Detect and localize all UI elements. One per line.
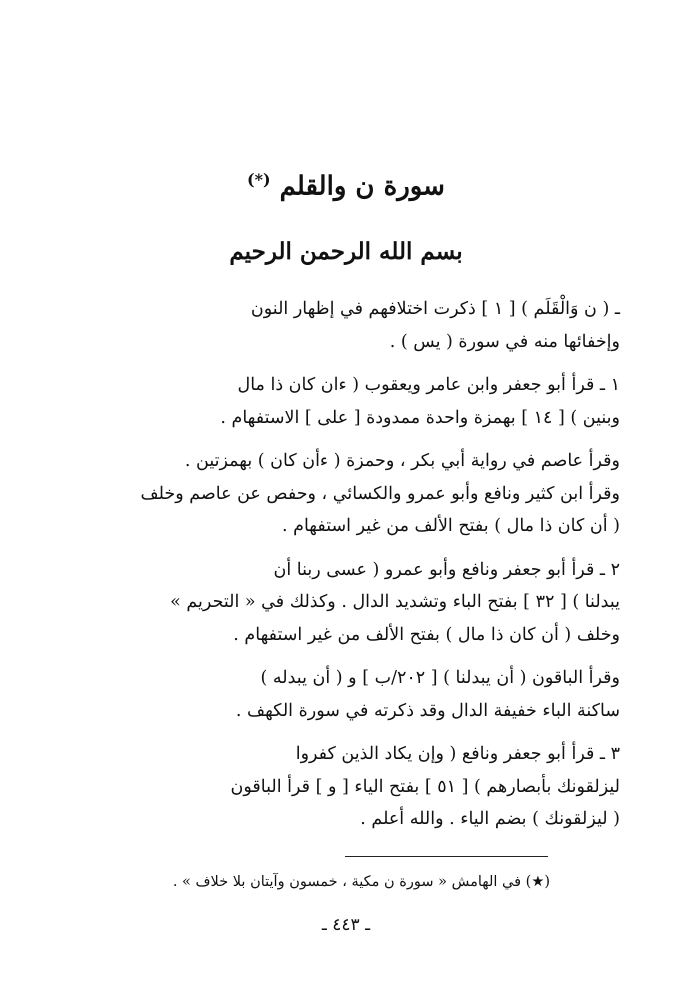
text-line: وبنين ) [ ١٤ ] بهمزة واحدة ممدودة [ على ] الاستفهام . <box>220 407 620 428</box>
paragraph-6 <box>80 738 620 836</box>
main-text <box>80 293 620 847</box>
text-line: ( أن كان ذا مال ) بفتح الألف من غير استفهام . <box>282 516 620 536</box>
text-line: ١ ـ قرأ أبو جعفر وابن عامر ويعقوب ( ءان كان ذا مال <box>237 375 620 395</box>
text-line: ليزلقونك بأبصارهم ) [ ٥١ ] بفتح الياء [ و ] قرأ الباقون <box>230 776 620 797</box>
text-line: ٣ ـ قرأ أبو جعفر ونافع ( وإن يكاد الذين كفروا <box>295 744 620 764</box>
paragraph-1 <box>80 293 620 358</box>
page-number: ـ ٤٤٣ ـ <box>321 915 371 935</box>
footnote <box>150 874 550 890</box>
text-line: وقرأ الباقون ( أن يبدلنا ) [ ٢٠٢/ب ] و ( أن يبدله ) <box>260 668 620 688</box>
basmala: بسم الله الرحمن الرحيم <box>229 238 463 265</box>
footnote-mark: (★) <box>525 874 550 890</box>
surah-title-text: سورة ن والقلم <box>279 171 445 202</box>
text-line: وإخفائها منه في سورة ( يس ) . <box>389 331 620 352</box>
text-line: ( ليزلقونك ) بضم الياء . والله أعلم . <box>360 809 620 829</box>
text-line: يبدلنا ) [ ٣٢ ] بفتح الباء وتشديد الدال . وكذلك في « التحريم » <box>170 592 620 612</box>
text-line: وقرأ عاصم في رواية أبي بكر ، وحمزة ( ءأن كان ) بهمزتين . <box>184 451 620 471</box>
paragraph-2 <box>80 369 620 434</box>
paragraph-5 <box>80 662 620 727</box>
text-line: ٢ ـ قرأ أبو جعفر ونافع وأبو عمرو ( عسى ربنا أن <box>273 559 620 580</box>
title-footnote-mark: (*) <box>247 170 271 189</box>
footnote-divider <box>345 856 548 857</box>
text-line: ـ ( ن وَالْقَلَم ) [ ١ ] ذكرت اختلافهم في إظهار النون <box>250 299 620 319</box>
paragraph-4 <box>80 554 620 652</box>
text-line: وخلف ( أن كان ذا مال ) بفتح الألف من غير استفهام . <box>233 624 620 645</box>
footnote-text: في الهامش « سورة ن مكية ، خمسون وآيتان بلا خلاف » . <box>172 874 522 890</box>
text-line: ساكنة الباء خفيفة الدال وقد ذكرته في سورة الكهف . <box>235 700 620 721</box>
paragraph-3 <box>80 445 620 543</box>
surah-title <box>0 170 692 202</box>
text-line: وقرأ ابن كثير ونافع وأبو عمرو والكسائي ، وحفص عن عاصم وخلف <box>140 483 620 504</box>
